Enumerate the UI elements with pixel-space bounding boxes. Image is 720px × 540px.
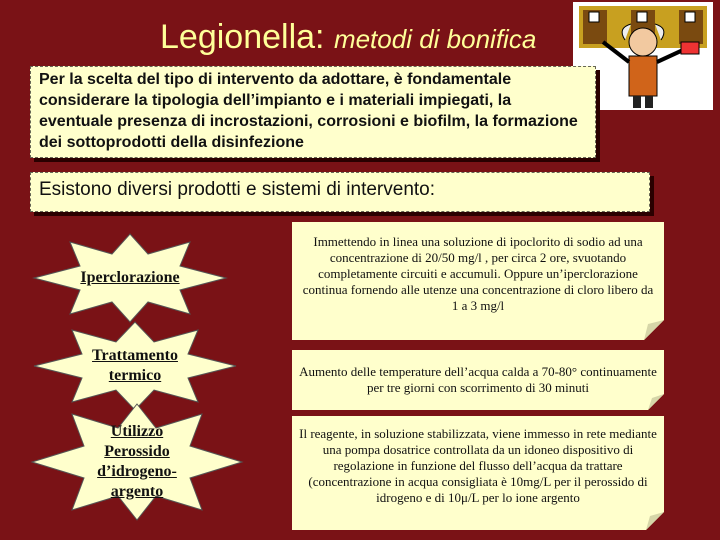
method-desc-note-perossido	[292, 416, 664, 530]
method-desc: Immettendo in linea una soluzione di ipoclorito di sodio ad una concentrazione di 20/50 mg/l , per circa 2 ore, svuotando completamente circuiti e accumuli. Oppure un’iperclorazione continua fornendo alle utenze una concentrazione di cloro libero da 1 a 3 mg/l	[302, 234, 654, 313]
method-label: Iperclorazione	[80, 269, 180, 286]
method-star-iperclorazione	[30, 232, 230, 324]
method-desc: Il reagente, in soluzione stabilizzata, viene immesso in rete mediante una pompa dosatrice controllata da un idoneo dispositivo di regolazione in funzione del flusso dell’acqua da trattare (concentrazione in acqua consigliata è 10mg/L per il perossido di idrogeno e di 10μ/L per lo ione argento	[299, 426, 657, 505]
intro-heading: Esistono diversi prodotti e sistemi di intervento:	[30, 172, 650, 212]
method-desc-note-trattamento	[292, 350, 664, 410]
method-desc-note-iperclorazione	[292, 222, 664, 340]
method-label: Utilizzo Perossido d’idrogeno-argento	[97, 423, 177, 500]
intro-box: Per la scelta del tipo di intervento da adottare, è fondamentale considerare la tipologia dell’impianto e i materiali impiegati, la eventuale presenza di incrostazioni, corrosioni e biofilm, la formazione dei sottoprodotti della disinfezione	[30, 66, 596, 158]
method-desc: Aumento delle temperature dell’acqua calda a 70-80° continuamente per tre giorni con scorrimento di 30 minuti	[299, 364, 657, 395]
method-star-trattamento	[30, 320, 240, 412]
method-label: Trattamento termico	[92, 347, 178, 384]
page-title	[160, 18, 536, 57]
title-main: Legionella:	[160, 18, 325, 56]
title-subtitle: metodi di bonifica	[333, 24, 537, 54]
method-star-perossido	[28, 402, 246, 522]
